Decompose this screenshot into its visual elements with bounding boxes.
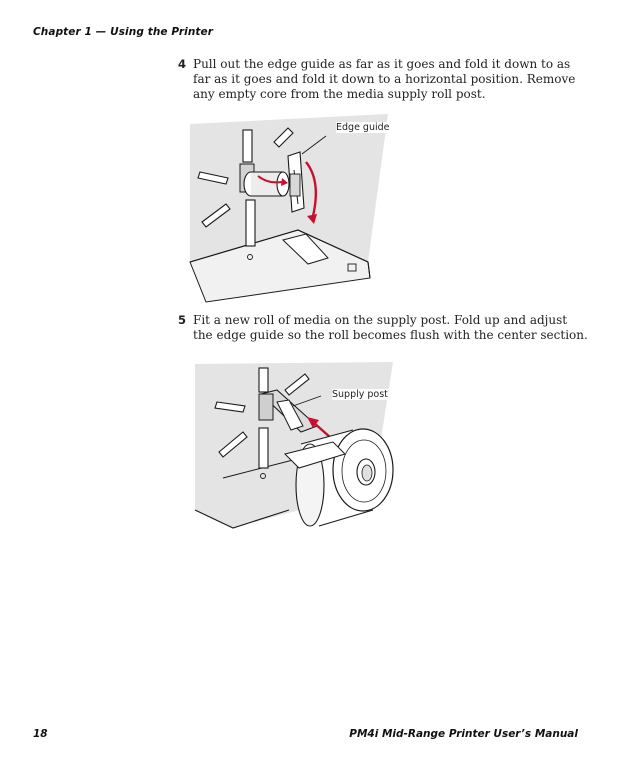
supply-post-callout: Supply post [332,389,388,400]
chapter-header: Chapter 1 — Using the Printer [33,26,214,38]
supply-post-drawing [193,360,408,530]
step-number: 5 [178,313,187,327]
edge-guide-illustration [188,112,448,308]
supply-post-illustration [193,360,408,530]
manual-title: PM4i Mid-Range Printer User’s Manual [349,728,578,740]
step-text: Fit a new roll of media on the supply post. Fold up and adjust the edge guide so the roll becomes flush with the center section. [193,313,588,342]
page-number: 18 [33,728,48,740]
step-number: 4 [178,57,187,71]
step-text: Pull out the edge guide as far as it goes and fold it down to as far as it goes and fold it down to a horizontal position. Remove any empty core from the media supply roll post. [193,57,576,101]
step-5 [178,313,588,343]
edge-guide-callout: Edge guide [336,122,390,133]
edge-guide-drawing [188,112,448,308]
step-4 [178,57,588,102]
